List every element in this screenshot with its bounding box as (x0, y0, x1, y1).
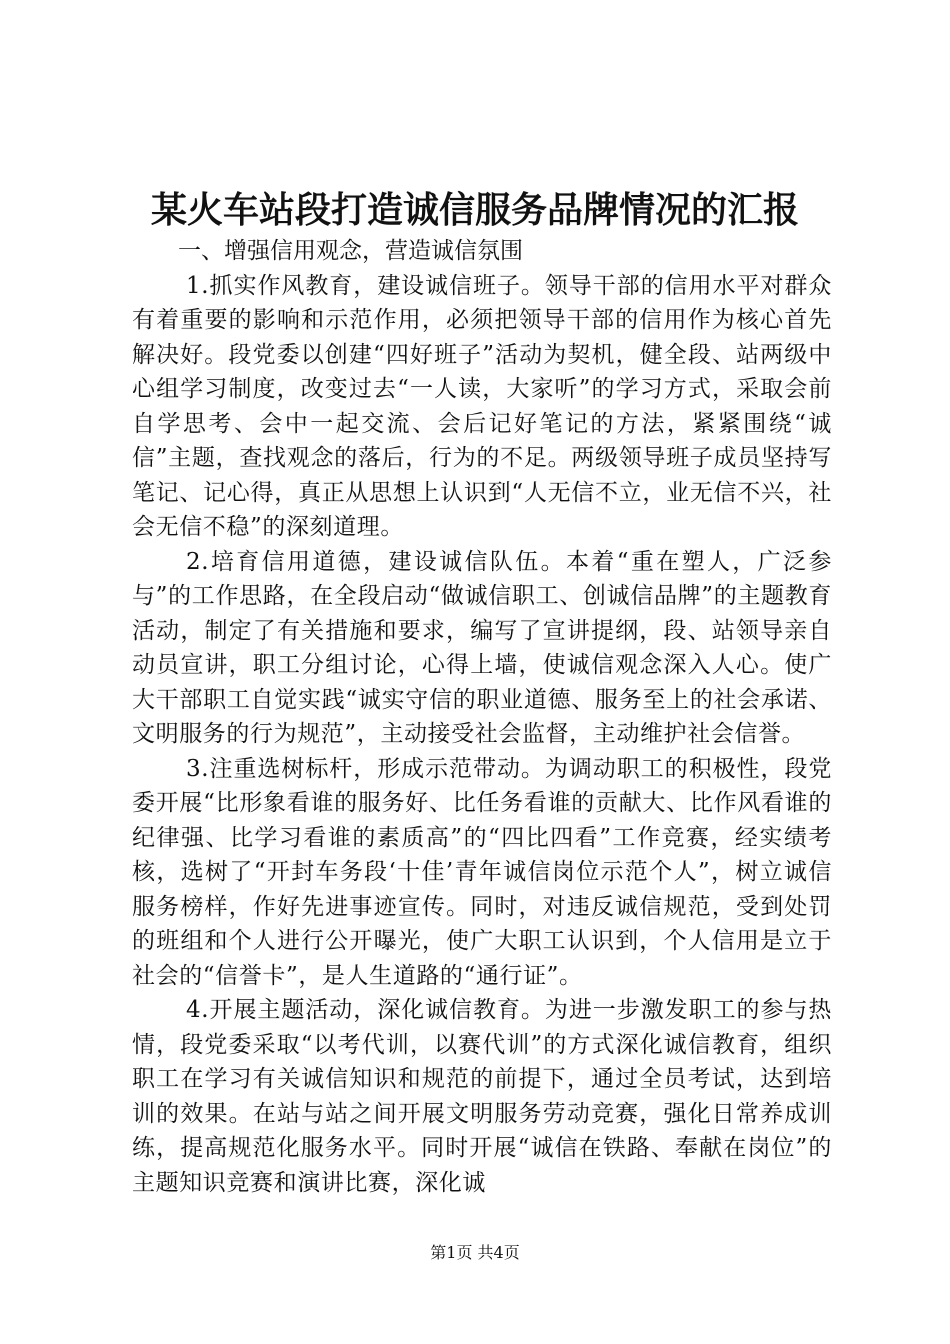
paragraph-4: 4.开展主题活动，深化诚信教育。为进一步激发职工的参与热情，段党委采取“以考代训，以赛代训”的方式深化诚信教育，组织职工在学习有关诚信知识和规范的前提下，通过全员考试，达到培训的效果。在站与站之间开展文明服务劳动竞赛，强化日常养成训练，提高规范化服务水平。同时开展“诚信在铁路、奉献在岗位”的主题知识竞赛和演讲比赛，深化诚 (132, 997, 832, 1196)
page-footer: 第1页 共4页 (430, 1243, 520, 1262)
section-heading: 一、增强信用观念，营造诚信氛围 (178, 238, 523, 264)
paragraph-1: 1.抓实作风教育，建设诚信班子。领导干部的信用水平对群众有着重要的影响和示范作用，必须把领导干部的信用作为核心首先解决好。段党委以创建“四好班子”活动为契机，健全段、站两级中心组学习制度，改变过去“一人读，大家听”的学习方式，采取会前自学思考、会中一起交流、会后记好笔记的方法，紧紧围绕“诚信”主题，查找观念的落后，行为的不足。两级领导班子成员坚持写笔记、记心得，真正从思想上认识到“人无信不立，业无信不兴，社会无信不稳”的深刻道理。 (132, 272, 832, 540)
document-body (132, 234, 832, 1200)
paragraph-2: 2.培育信用道德，建设诚信队伍。本着“重在塑人，广泛参与”的工作思路，在全段启动“做诚信职工、创诚信品牌”的主题教育活动，制定了有关措施和要求，编写了宣讲提纲，段、站领导亲自动员宣讲，职工分组讨论，心得上墙，使诚信观念深入人心。使广大干部职工自觉实践“诚实守信的职业道德、服务至上的社会承诺、文明服务的行为规范”，主动接受社会监督，主动维护社会信誉。 (132, 548, 832, 747)
paragraph-3: 3.注重选树标杆，形成示范带动。为调动职工的积极性，段党委开展“比形象看谁的服务好、比任务看谁的贡献大、比作风看谁的纪律强、比学习看谁的素质高”的“四比四看”工作竞赛，经实绩考核，选树了“开封车务段‘十佳’青年诚信岗位示范个人”，树立诚信服务榜样，作好先进事迹宣传。同时，对违反诚信规范，受到处罚的班组和个人进行公开曝光，使广大职工认识到，个人信用是立于社会的“信誉卡”，是人生道路的“通行证”。 (132, 755, 832, 989)
document-title: 某火车站段打造诚信服务品牌情况的汇报 (150, 189, 799, 231)
